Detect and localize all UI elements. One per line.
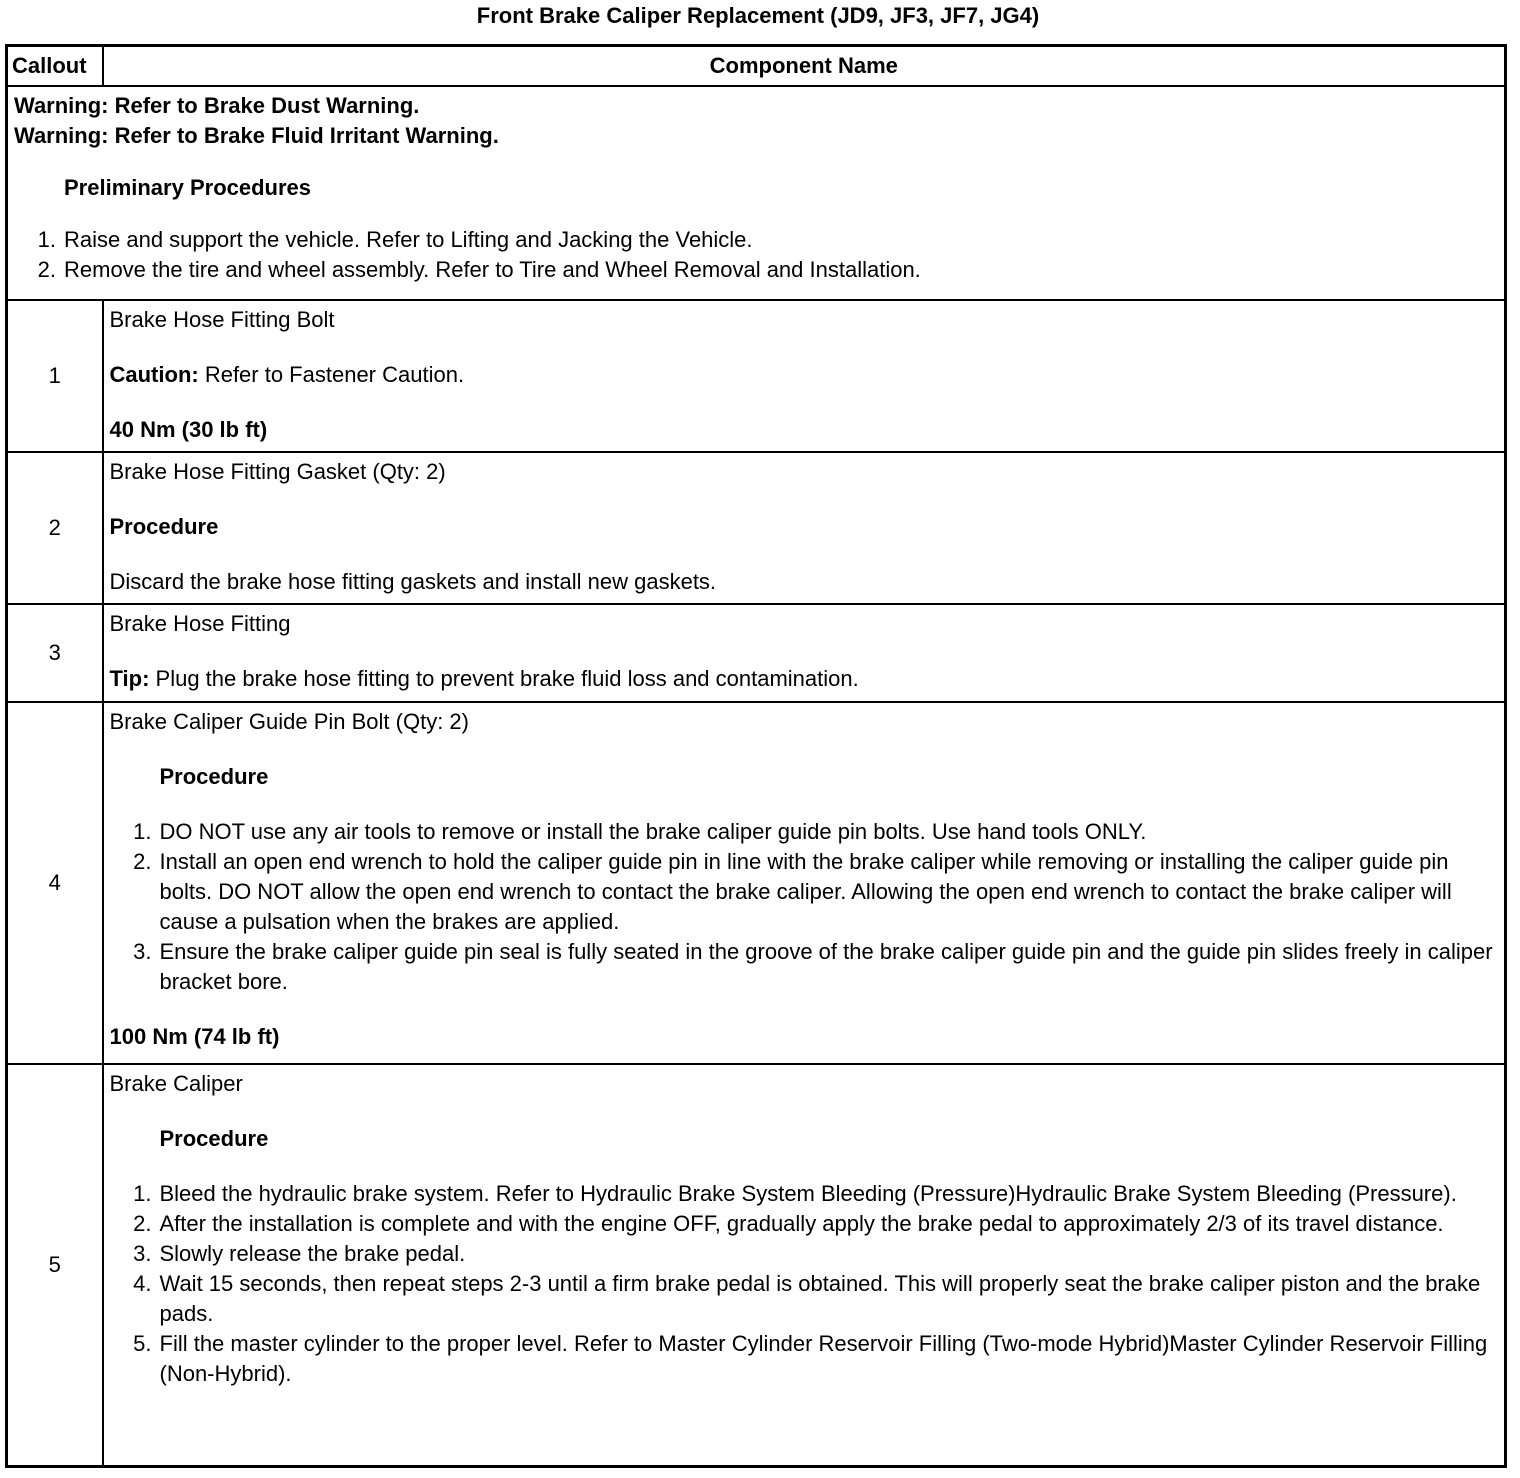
step-text: Fill the master cylinder to the proper level. Refer to Master Cylinder Reservoir Filling (Two-mode Hybrid)Master Cylinder Reservoir Filling (Non-Hybrid).: [159, 1331, 1488, 1386]
component-cell: [103, 604, 1506, 702]
table-row: [7, 452, 1506, 604]
procedure-heading: Procedure: [159, 764, 269, 789]
step-number: 2.: [133, 849, 152, 874]
component-name: Brake Hose Fitting Bolt: [109, 307, 335, 332]
step-text: Raise and support the vehicle. Refer to Lifting and Jacking the Vehicle.: [64, 227, 753, 252]
list-item: [110, 1329, 1499, 1389]
list-item: [110, 1179, 1499, 1209]
step-number: 1.: [37, 227, 56, 252]
callout-cell: 5: [7, 1064, 103, 1466]
component-name: Brake Caliper Guide Pin Bolt (Qty: 2): [109, 709, 469, 734]
step-number: 4.: [133, 1271, 152, 1296]
callout-cell: 1: [7, 300, 103, 452]
list-item: [110, 1269, 1499, 1329]
caution-text: Refer to Fastener Caution.: [198, 362, 465, 387]
step-text: DO NOT use any air tools to remove or install the brake caliper guide pin bolts. Use hand tools ONLY.: [159, 819, 1147, 844]
component-cell: [103, 452, 1506, 604]
list-item: [110, 1209, 1499, 1239]
torque-spec: 100 Nm (74 lb ft): [109, 1024, 280, 1049]
procedure-steps: [110, 1179, 1499, 1389]
step-number: 1.: [133, 1181, 152, 1206]
table-header-row: [7, 46, 1506, 87]
step-text: After the installation is complete and with the engine OFF, gradually apply the brake pedal to approximately 2/3 of its travel distance.: [159, 1211, 1444, 1236]
table-row: [7, 300, 1506, 452]
step-text: Ensure the brake caliper guide pin seal is fully seated in the groove of the brake caliper guide pin and the guide pin slides freely in caliper bracket bore.: [159, 939, 1493, 994]
step-text: Wait 15 seconds, then repeat steps 2-3 until a firm brake pedal is obtained. This will properly seat the brake caliper piston and the brake pads.: [159, 1271, 1481, 1326]
step-text: Slowly release the brake pedal.: [159, 1241, 466, 1266]
step-number: 1.: [133, 819, 152, 844]
caution-note: [110, 360, 1499, 390]
tip-note: [110, 664, 1499, 694]
callout-cell: 2: [7, 452, 103, 604]
component-column-header: Component Name: [103, 46, 1506, 87]
torque-spec: 40 Nm (30 lb ft): [109, 417, 268, 442]
preliminary-heading: Preliminary Procedures: [64, 175, 312, 200]
preliminary-steps: [14, 225, 1498, 285]
step-text: Remove the tire and wheel assembly. Refer to Tire and Wheel Removal and Installation.: [64, 257, 921, 282]
preliminary-cell: [7, 86, 1506, 300]
tip-label: Tip:: [109, 666, 150, 691]
caution-label: Caution:: [109, 362, 199, 387]
table-row: [7, 1064, 1506, 1466]
brake-fluid-warning: Warning: Refer to Brake Fluid Irritant Warning.: [14, 123, 499, 148]
component-cell: [103, 702, 1506, 1064]
brake-dust-warning: Warning: Refer to Brake Dust Warning.: [14, 93, 420, 118]
list-item: [110, 1239, 1499, 1269]
step-number: 5.: [133, 1331, 152, 1356]
preliminary-row: [7, 86, 1506, 300]
step-text: Install an open end wrench to hold the caliper guide pin in line with the brake caliper while removing or installing the caliper guide pin bolts. DO NOT allow the open end wrench to contact the brake caliper. Allowing the open end wrench to contact the brake caliper will cause a pulsation when the brakes are applied.: [159, 849, 1452, 934]
component-name: Brake Hose Fitting Gasket (Qty: 2): [109, 459, 446, 484]
list-item: [14, 225, 1498, 255]
table-row: [7, 702, 1506, 1064]
component-name: Brake Caliper: [109, 1071, 243, 1096]
step-number: 3.: [133, 1241, 152, 1266]
list-item: [110, 937, 1499, 997]
component-cell: [103, 1064, 1506, 1466]
callout-column-header: Callout: [7, 46, 103, 87]
step-number: 2.: [133, 1211, 152, 1236]
tip-text: Plug the brake hose fitting to prevent brake fluid loss and contamination.: [149, 666, 859, 691]
list-item: [110, 847, 1499, 937]
procedure-heading: Procedure: [109, 514, 219, 539]
page-title: Front Brake Caliper Replacement (JD9, JF3, JF7, JG4): [476, 3, 1040, 28]
procedure-steps: [110, 817, 1499, 997]
procedure-table: [5, 44, 1507, 1468]
procedure-heading: Procedure: [159, 1126, 269, 1151]
procedure-text: Discard the brake hose fitting gaskets and install new gaskets.: [109, 569, 717, 594]
list-item: [110, 817, 1499, 847]
callout-cell: 4: [7, 702, 103, 1064]
step-number: 3.: [133, 939, 152, 964]
step-number: 2.: [37, 257, 56, 282]
list-item: [14, 255, 1498, 285]
table-row: [7, 604, 1506, 702]
component-name: Brake Hose Fitting: [109, 611, 291, 636]
component-cell: [103, 300, 1506, 452]
callout-cell: 3: [7, 604, 103, 702]
step-text: Bleed the hydraulic brake system. Refer to Hydraulic Brake System Bleeding (Pressure)Hydraulic Brake System Bleeding (Pressure).: [159, 1181, 1457, 1206]
